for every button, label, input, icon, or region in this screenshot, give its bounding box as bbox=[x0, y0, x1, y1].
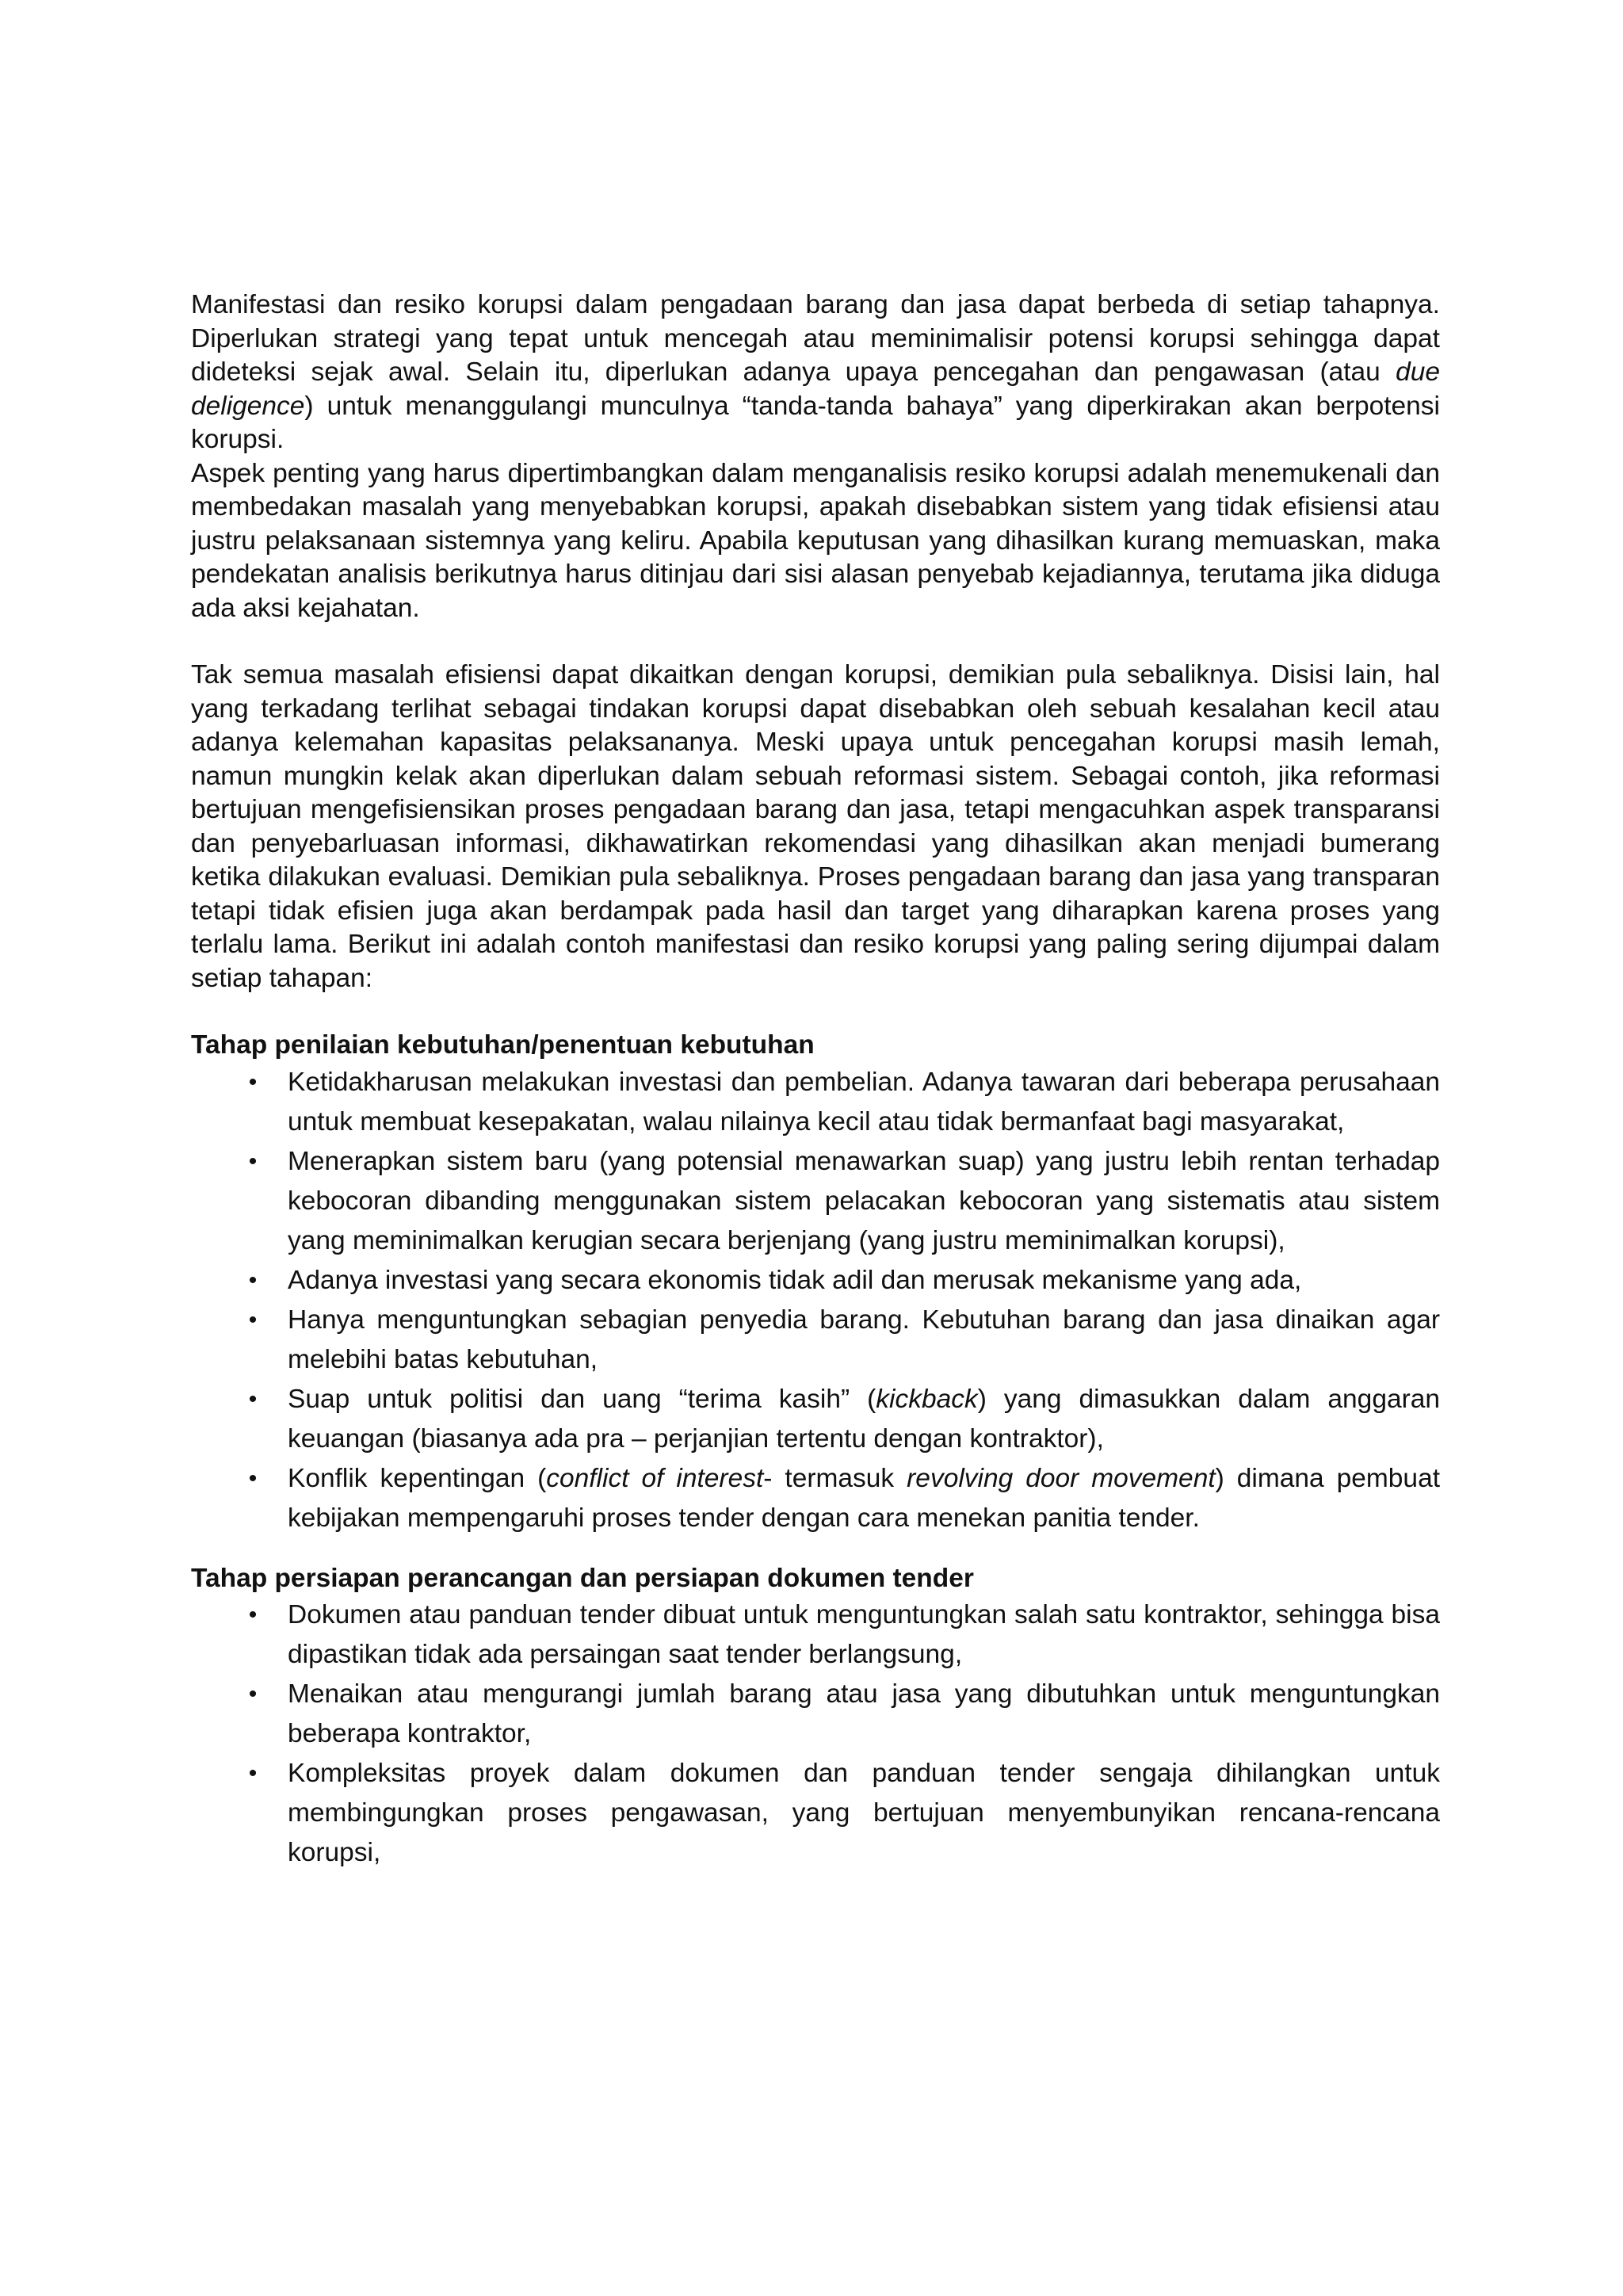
paragraph-aspek-penting: Aspek penting yang harus dipertimbangkan dalam menganalisis resiko korupsi adalah menemukenali dan membedakan masalah yang menyebabkan korupsi, apakah disebabkan sistem yang tidak efisiensi atau justru pelaksanaan sistemnya yang keliru. Apabila keputusan yang dihasilkan kurang memuaskan, maka pendekatan analisis berikutnya harus ditinjau dari sisi alasan penyebab kejadiannya, terutama jika diduga ada aksi kejahatan. bbox=[191, 458, 1440, 623]
list-item: • Konflik kepentingan (conflict of interest- termasuk revolving door movement) dimana pembuat kebijakan mempengaruhi proses tender dengan cara menekan panitia tender. bbox=[191, 1459, 1440, 1538]
bullet-list-persiapan-dokumen bbox=[191, 1595, 1440, 1873]
bullet-icon: • bbox=[248, 1266, 258, 1293]
section-heading-persiapan-dokumen: Tahap persiapan perancangan dan persiapan dokumen tender bbox=[191, 1563, 974, 1593]
list-item: • Kompleksitas proyek dalam dokumen dan panduan tender sengaja dihilangkan untuk membingungkan proses pengawasan, yang bertujuan menyembunyikan rencana-rencana korupsi, bbox=[191, 1754, 1440, 1873]
term-conflict-of-interest: conflict of interest bbox=[546, 1463, 764, 1493]
list-item: • Adanya investasi yang secara ekonomis tidak adil dan merusak mekanisme yang ada, bbox=[191, 1261, 1440, 1301]
bullet-list-penilaian-kebutuhan bbox=[191, 1063, 1440, 1538]
term-revolving-door: revolving door movement bbox=[907, 1463, 1216, 1493]
bullet-icon: • bbox=[248, 1465, 258, 1492]
term-due-deligence: due deligence bbox=[191, 357, 1440, 421]
bullet-icon: • bbox=[248, 1602, 258, 1628]
bullet-icon: • bbox=[248, 1681, 258, 1707]
bullet-icon: • bbox=[248, 1148, 258, 1175]
bullet-icon: • bbox=[248, 1306, 258, 1333]
bullet-icon: • bbox=[248, 1068, 258, 1095]
bullet-icon: • bbox=[248, 1385, 258, 1412]
paragraph-efisiensi: Tak semua masalah efisiensi dapat dikaitkan dengan korupsi, demikian pula sebaliknya. Disisi lain, hal yang terkadang terlihat sebagai tindakan korupsi dapat disebabkan oleh sebuah kesalahan kecil atau adanya kelemahan kapasitas pelaksananya. Meski upaya untuk pencegahan korupsi masih lemah, namun mungkin kelak akan diperlukan dalam sebuah reformasi sistem. Sebagai contoh, jika reformasi bertujuan mengefisiensikan proses pengadaan barang dan jasa, tetapi mengacuhkan aspek transparansi dan penyebarluasan informasi, dikhawatirkan rekomendasi yang dihasilkan akan menjadi bumerang ketika dilakukan evaluasi. Demikian pula sebaliknya. Proses pengadaan barang dan jasa yang transparan tetapi tidak efisien juga akan berdampak pada hasil dan target yang diharapkan karena proses yang terlalu lama. Berikut ini adalah contoh manifestasi dan resiko korupsi yang paling sering dijumpai dalam setiap tahapan: bbox=[191, 660, 1440, 993]
bullet-icon: • bbox=[248, 1760, 258, 1786]
list-item: • Menaikan atau mengurangi jumlah barang atau jasa yang dibutuhkan untuk menguntungkan beberapa kontraktor, bbox=[191, 1675, 1440, 1754]
section-heading-penilaian-kebutuhan: Tahap penilaian kebutuhan/penentuan kebutuhan bbox=[191, 1030, 815, 1060]
list-item: • Suap untuk politisi dan uang “terima kasih” (kickback) yang dimasukkan dalam anggaran keuangan (biasanya ada pra – perjanjian tertentu dengan kontraktor), bbox=[191, 1380, 1440, 1459]
document-page bbox=[191, 288, 1440, 1873]
list-item: • Ketidakharusan melakukan investasi dan pembelian. Adanya tawaran dari beberapa perusahaan untuk membuat kesepakatan, walau nilainya kecil atau tidak bermanfaat bagi masyarakat, bbox=[191, 1063, 1440, 1142]
list-item: • Hanya menguntungkan sebagian penyedia barang. Kebutuhan barang dan jasa dinaikan agar melebihi batas kebutuhan, bbox=[191, 1301, 1440, 1380]
list-item: • Menerapkan sistem baru (yang potensial menawarkan suap) yang justru lebih rentan terhadap kebocoran dibanding menggunakan sistem pelacakan kebocoran yang sistematis atau sistem yang meminimalkan kerugian secara berjenjang (yang justru meminimalkan korupsi), bbox=[191, 1142, 1440, 1261]
list-item: • Dokumen atau panduan tender dibuat untuk menguntungkan salah satu kontraktor, sehingga bisa dipastikan tidak ada persaingan saat tender berlangsung, bbox=[191, 1595, 1440, 1675]
paragraph-manifestasi: Manifestasi dan resiko korupsi dalam pengadaan barang dan jasa dapat berbeda di setiap tahapnya. Diperlukan strategi yang tepat untuk mencegah atau meminimalisir potensi korupsi sehingga dapat dideteksi sejak awal. Selain itu, diperlukan adanya upaya pencegahan dan pengawasan (atau due deligence) untuk menanggulangi munculnya “tanda-tanda bahaya” yang diperkirakan akan berpotensi korupsi. bbox=[191, 290, 1440, 454]
term-kickback: kickback bbox=[876, 1384, 978, 1414]
